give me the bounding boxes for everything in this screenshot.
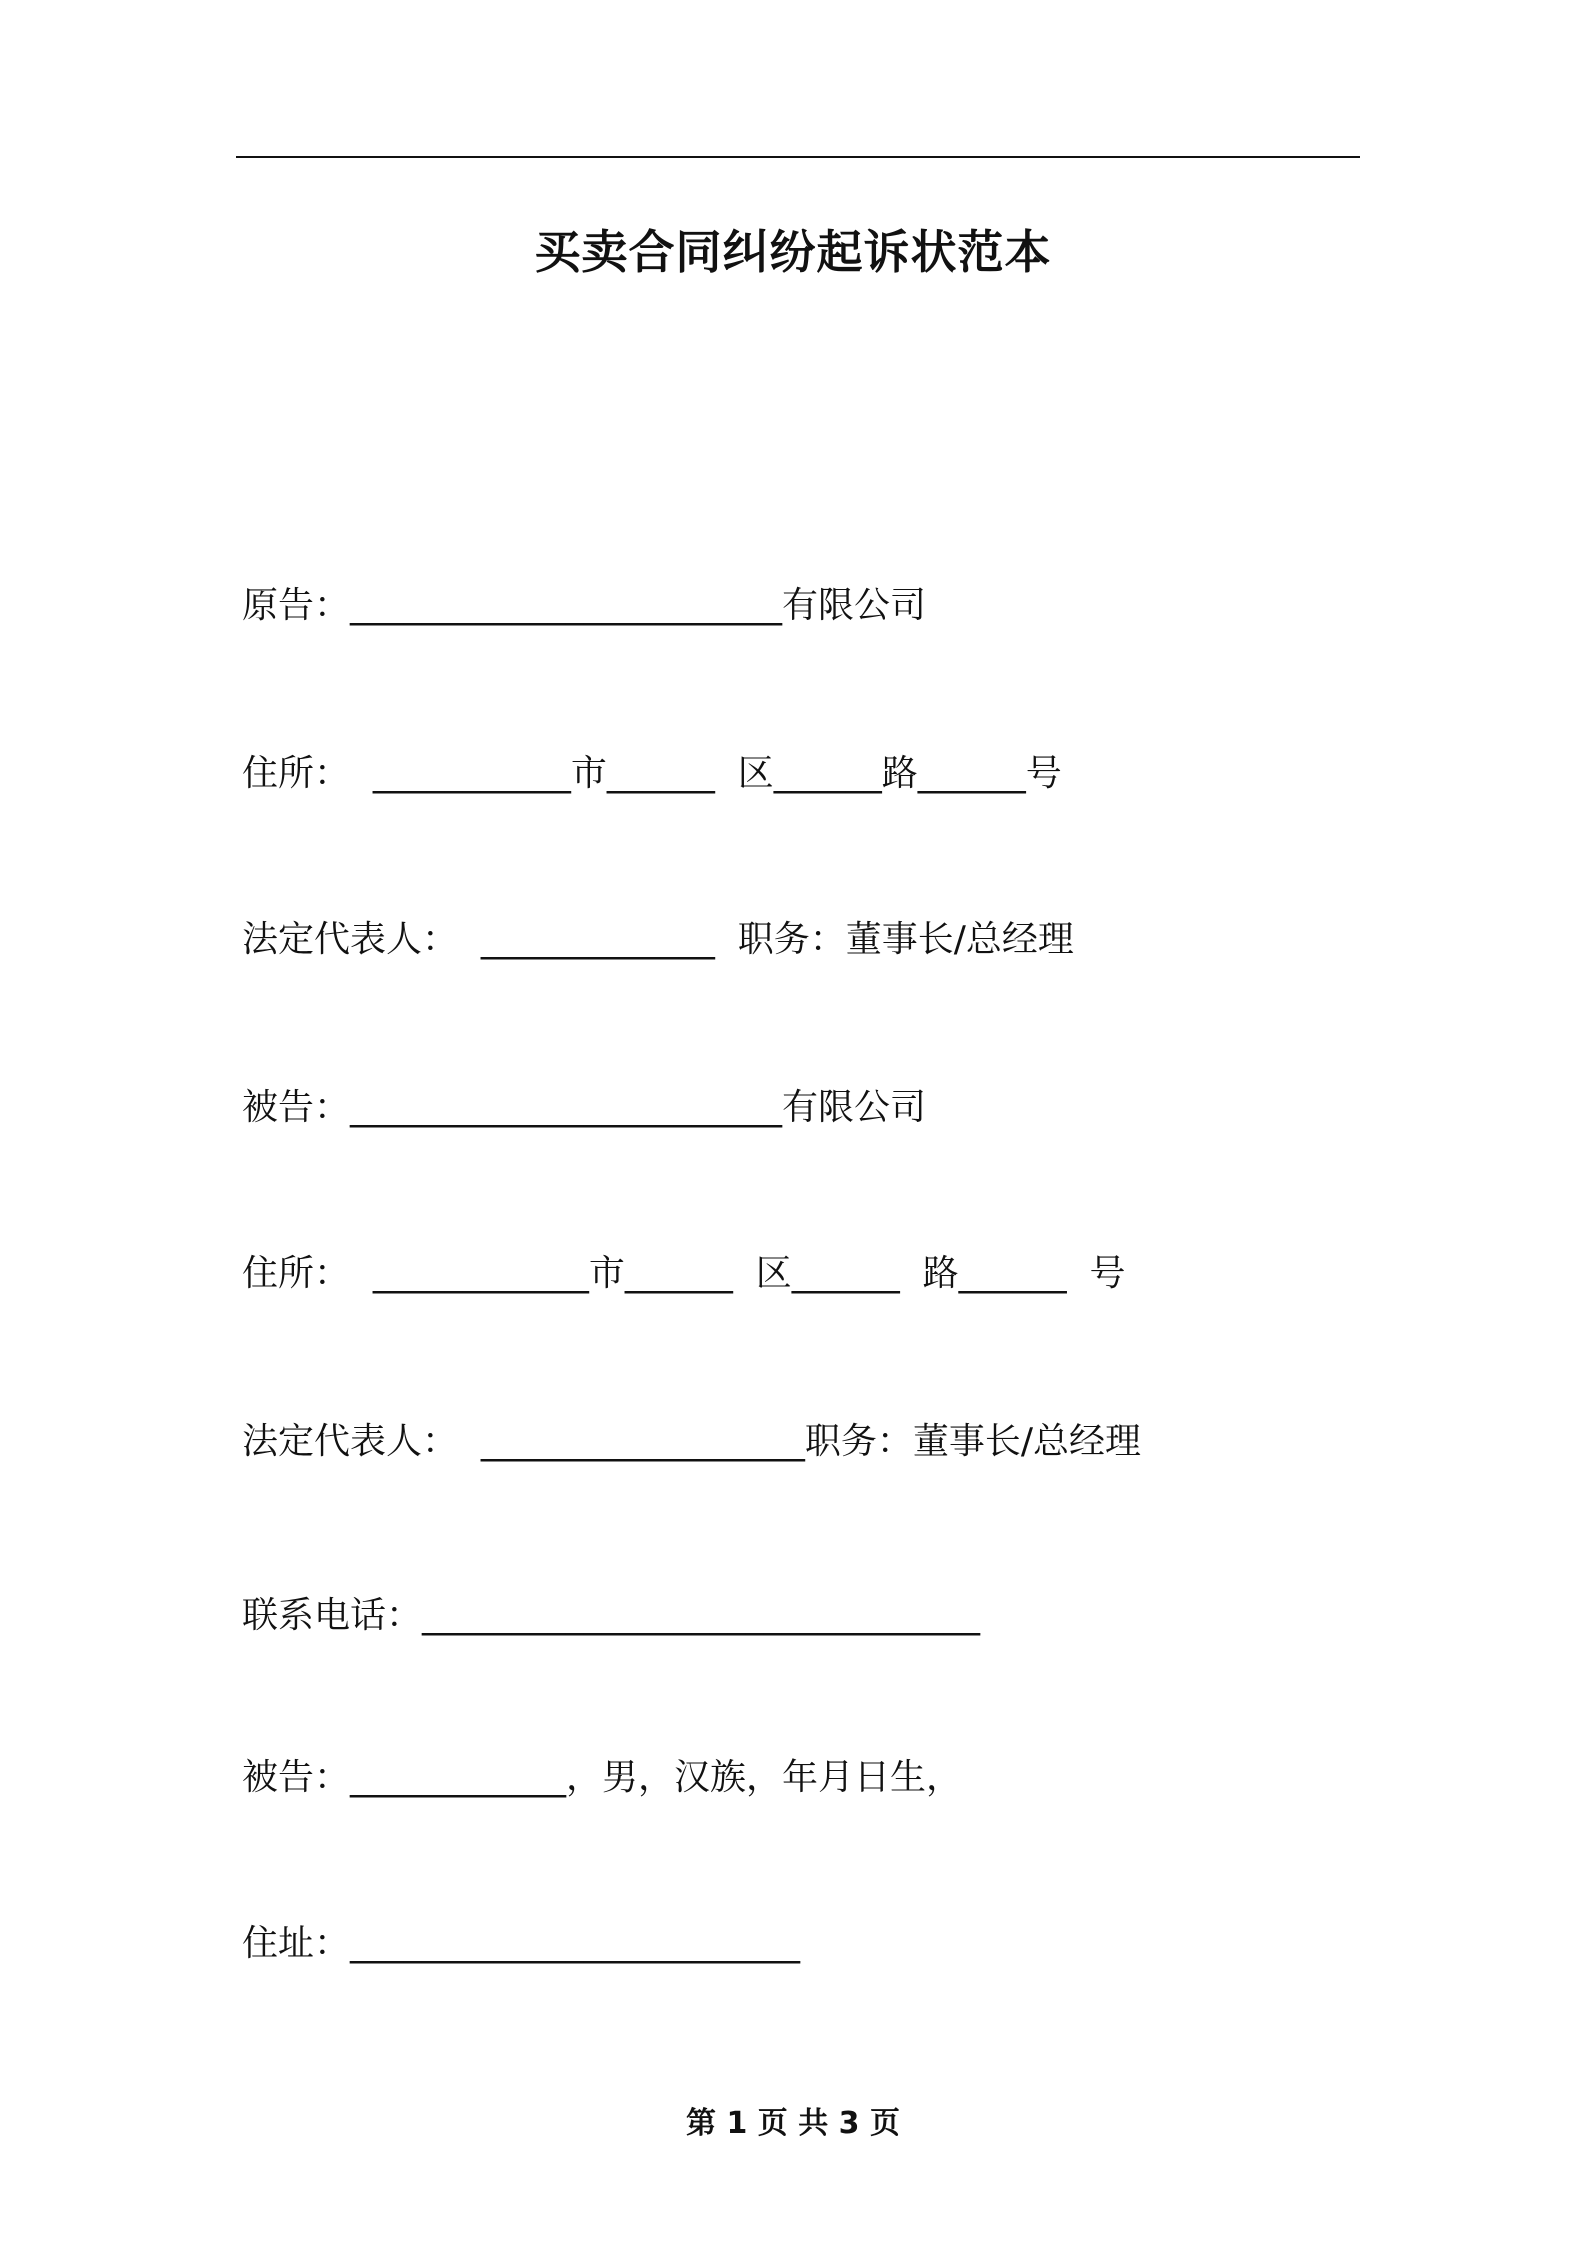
defendant-person-line: 被告：____________，男，汉族，年月日生， bbox=[242, 1757, 963, 1798]
plaintiff-legal-rep-line: 法定代表人： _____________ 职务：董事长/总经理 bbox=[242, 919, 1074, 960]
defendant-company-line: 被告：________________________有限公司 bbox=[242, 1087, 927, 1128]
header-rule bbox=[236, 156, 1360, 158]
plaintiff-line: 原告：________________________有限公司 bbox=[242, 585, 927, 626]
phone-line: 联系电话：_______________________________ bbox=[242, 1595, 981, 1636]
plaintiff-address-line: 住所： ___________市______ 区______路______号 bbox=[242, 753, 1062, 794]
residence-line: 住址：_________________________ bbox=[242, 1923, 801, 1964]
defendant-address-line: 住所： ____________市______ 区______ 路______ 号 bbox=[242, 1253, 1126, 1294]
document-title: 买卖合同纠纷起诉状范本 bbox=[534, 225, 1052, 279]
defendant-legal-rep-line: 法定代表人： __________________职务：董事长/总经理 bbox=[242, 1421, 1142, 1462]
page-number: 第 1 页 共 3 页 bbox=[686, 2106, 900, 2141]
